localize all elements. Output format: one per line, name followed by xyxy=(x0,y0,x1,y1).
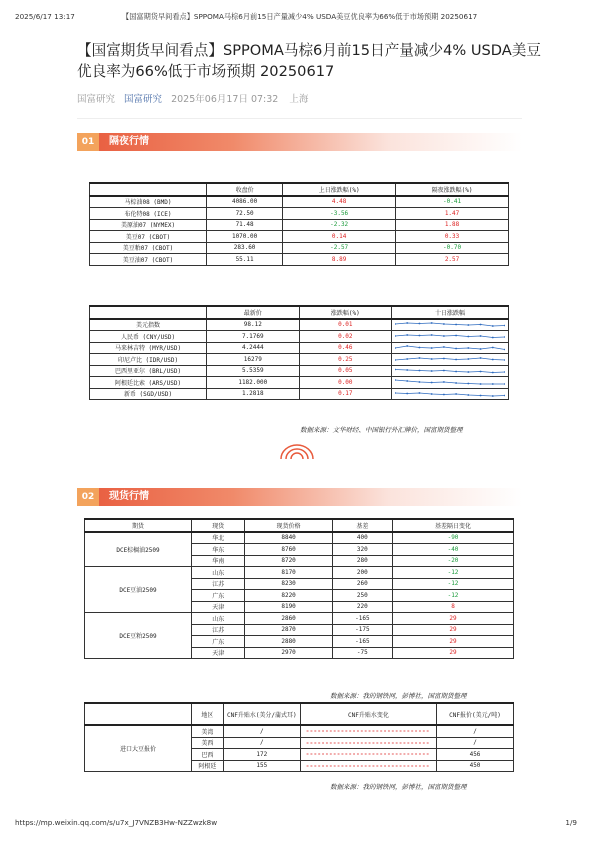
sparkline-series xyxy=(395,380,505,384)
spot-region: 广东 xyxy=(192,590,245,602)
spot-region: 山东 xyxy=(192,613,245,625)
cnf-quote: 450 xyxy=(437,760,514,772)
basis: 260 xyxy=(332,578,392,590)
sparkline-cell xyxy=(392,377,509,389)
sparkline-series xyxy=(395,393,505,396)
table-row xyxy=(90,388,509,400)
spot-region: 华东 xyxy=(192,544,245,556)
basis: -175 xyxy=(332,624,392,636)
sparkline-series xyxy=(395,369,505,372)
table-header-cell xyxy=(90,306,207,319)
section-header-spot xyxy=(77,488,522,506)
sparkline-point xyxy=(395,368,396,370)
sparkline-series xyxy=(395,346,505,350)
table-header-cell: 地区 xyxy=(192,703,224,725)
group-label: 进口大豆报价 xyxy=(85,725,192,772)
instrument-name: 美原油07 (NYMEX) xyxy=(90,219,207,231)
premium-change-chart xyxy=(300,749,436,761)
spot-region: 江苏 xyxy=(192,578,245,590)
section-header-overnight xyxy=(77,133,522,151)
print-tab-title: 【国富期货早间看点】SPPOMA马棕6月前15日产量减少4% USDA美豆优良率为66%低于市场预期 20250617 xyxy=(122,12,478,21)
sparkline-point xyxy=(455,347,457,349)
sparkline-point xyxy=(455,335,457,337)
prev-change: 8.89 xyxy=(283,254,396,266)
table-row xyxy=(85,532,514,544)
sparkline-point xyxy=(492,371,494,373)
prev-change: -2.32 xyxy=(283,219,396,231)
basis-change: -40 xyxy=(393,544,514,556)
sparkline-point xyxy=(406,380,408,382)
change-pct: 0.05 xyxy=(299,365,391,377)
sparkline-point xyxy=(467,347,469,349)
table-header-cell: 现货 xyxy=(192,519,245,532)
sparkline-point xyxy=(492,359,494,361)
table-header-cell: 隔夜涨跌幅(%) xyxy=(396,183,509,196)
currency-name: 巴西里亚尔 (BRL/USD) xyxy=(90,365,207,377)
prev-change: -3.56 xyxy=(283,208,396,220)
region: 美西 xyxy=(192,737,224,749)
sparkline-point xyxy=(492,395,494,397)
table-header-cell: 期货 xyxy=(85,519,192,532)
spot-price: 8760 xyxy=(245,544,332,556)
sparkline-series xyxy=(395,323,505,326)
sparkline-point xyxy=(480,323,482,325)
table-header-cell: 上日涨跌幅(%) xyxy=(283,183,396,196)
close-price: 71.48 xyxy=(207,219,283,231)
import-soybean-table xyxy=(84,702,514,772)
currency-name: 印尼卢比 (IDR/USD) xyxy=(90,354,207,366)
latest-price: 4.2444 xyxy=(207,342,300,354)
sparkline-point xyxy=(443,346,445,348)
sparkline-point xyxy=(480,383,482,385)
change-pct: 0.00 xyxy=(299,377,391,389)
sparkline-point xyxy=(455,393,457,395)
sparkline-point xyxy=(504,336,505,338)
divider xyxy=(77,118,522,119)
overnight-change: 1.47 xyxy=(396,208,509,220)
table-row xyxy=(90,377,509,389)
sparkline-point xyxy=(467,371,469,373)
instrument-name: 马棕油08 (BMD) xyxy=(90,196,207,208)
basis-change: -12 xyxy=(393,590,514,602)
sparkline-point xyxy=(406,345,408,347)
basis-change: -90 xyxy=(393,532,514,544)
sparkline-series xyxy=(395,358,505,360)
sparkline-point xyxy=(504,359,505,361)
sparkline-point xyxy=(431,393,433,395)
table-header-cell: 收盘价 xyxy=(207,183,283,196)
sparkline-point xyxy=(443,369,445,371)
section-number: 01 xyxy=(77,133,99,151)
spot-price: 8840 xyxy=(245,532,332,544)
overnight-futures-table xyxy=(89,182,509,266)
sparkline-point xyxy=(492,325,494,327)
sparkline xyxy=(395,389,505,399)
prev-change: -2.57 xyxy=(283,242,396,254)
sparkline-point xyxy=(504,324,505,326)
basis: 400 xyxy=(332,532,392,544)
basis: 280 xyxy=(332,555,392,567)
table-row xyxy=(90,196,509,208)
table-header-row xyxy=(85,519,514,532)
latest-price: 16279 xyxy=(207,354,300,366)
article-meta xyxy=(77,91,308,105)
sparkline-point xyxy=(492,346,494,348)
sparkline-point xyxy=(480,357,482,359)
sparkline-point xyxy=(443,335,445,337)
spot-region: 天津 xyxy=(192,647,245,659)
table-row xyxy=(90,365,509,377)
spot-price: 8170 xyxy=(245,567,332,579)
basis-change: -12 xyxy=(393,567,514,579)
futures-contract: DCE豆油2509 xyxy=(85,567,192,613)
sparkline-point xyxy=(406,334,408,336)
spot-price: 8220 xyxy=(245,590,332,602)
spot-price: 2860 xyxy=(245,613,332,625)
change-pct: 0.25 xyxy=(299,354,391,366)
sparkline-point xyxy=(395,392,396,394)
sparkline-point xyxy=(455,370,457,372)
instrument-name: 美豆粕07 (CBOT) xyxy=(90,242,207,254)
table-row xyxy=(90,319,509,331)
instrument-name: 美豆油07 (CBOT) xyxy=(90,254,207,266)
sparkline-point xyxy=(395,359,396,361)
spot-region: 江苏 xyxy=(192,624,245,636)
close-price: 283.60 xyxy=(207,242,283,254)
basis: -165 xyxy=(332,613,392,625)
spot-price: 8230 xyxy=(245,578,332,590)
instrument-name: 美豆07 (CBOT) xyxy=(90,231,207,243)
sparkline-point xyxy=(467,324,469,326)
sparkline-point xyxy=(431,382,433,384)
sparkline-point xyxy=(418,346,420,348)
spot-price: 2970 xyxy=(245,647,332,659)
close-price: 55.11 xyxy=(207,254,283,266)
section-label: 现货行情 xyxy=(109,491,149,502)
table-row xyxy=(90,354,509,366)
basis-change: 29 xyxy=(393,624,514,636)
table-header-cell: CNF升贴水变化 xyxy=(300,703,436,725)
sparkline-point xyxy=(443,323,445,325)
sparkline-point xyxy=(418,369,420,371)
basis-change: -12 xyxy=(393,578,514,590)
sparkline xyxy=(395,343,505,353)
table-header-cell: 涨跌幅(%) xyxy=(299,306,391,319)
table-header-row xyxy=(90,306,509,319)
source-note: 数据来源：我的钢铁网，彭博社，国富期货整理 xyxy=(330,692,467,700)
table-row xyxy=(90,254,509,266)
overnight-change: 0.33 xyxy=(396,231,509,243)
table-header-row xyxy=(90,183,509,196)
spot-region: 山东 xyxy=(192,567,245,579)
sparkline-point xyxy=(504,394,505,396)
sparkline xyxy=(395,366,505,376)
source-note: 数据来源：文华财经、中国银行外汇牌价，国富期货整理 xyxy=(300,426,463,434)
mini-line-chart xyxy=(304,726,433,736)
sparkline-point xyxy=(443,358,445,360)
sparkline-cell xyxy=(392,319,509,331)
prev-change: 0.14 xyxy=(283,231,396,243)
basis: -165 xyxy=(332,636,392,648)
mini-line-chart xyxy=(304,749,433,759)
sparkline-point xyxy=(395,323,396,325)
sparkline-cell xyxy=(392,331,509,343)
table-header-cell xyxy=(85,703,192,725)
table-row xyxy=(85,725,514,737)
region: 美湾 xyxy=(192,725,224,737)
sparkline-point xyxy=(504,371,505,373)
spot-region: 华南 xyxy=(192,555,245,567)
source-note: 数据来源：我的钢铁网，彭博社，国富期货整理 xyxy=(330,783,467,791)
table-row xyxy=(90,208,509,220)
table-header-cell: 现货价格 xyxy=(245,519,332,532)
basis-change: 29 xyxy=(393,647,514,659)
divider-ornament-icon xyxy=(279,444,315,460)
change-pct: 0.46 xyxy=(299,342,391,354)
overnight-change: -0.70 xyxy=(396,242,509,254)
currency-name: 人民币 (CNY/USD) xyxy=(90,331,207,343)
table-header-cell: 十日涨跌幅 xyxy=(392,306,509,319)
latest-price: 7.1769 xyxy=(207,331,300,343)
sparkline-point xyxy=(455,359,457,361)
futures-contract: DCE豆粕2509 xyxy=(85,613,192,659)
region: 阿根廷 xyxy=(192,760,224,772)
basis-change: -20 xyxy=(393,555,514,567)
sparkline xyxy=(395,320,505,330)
basis: 200 xyxy=(332,567,392,579)
section-label: 隔夜行情 xyxy=(109,136,149,147)
sparkline-point xyxy=(455,382,457,384)
change-pct: 0.02 xyxy=(299,331,391,343)
spot-region: 广东 xyxy=(192,636,245,648)
sparkline-point xyxy=(504,348,505,350)
sparkline-point xyxy=(406,392,408,394)
table-header-cell: 基差 xyxy=(332,519,392,532)
sparkline-point xyxy=(418,335,420,337)
table-row xyxy=(90,219,509,231)
mini-line-chart xyxy=(304,761,433,771)
basis-change: 29 xyxy=(393,613,514,625)
sparkline-point xyxy=(492,337,494,339)
cnf-premium: / xyxy=(223,737,300,749)
article-author: 国富研究 xyxy=(77,94,116,105)
table-row xyxy=(90,331,509,343)
mini-line-chart xyxy=(304,738,433,748)
cnf-premium: / xyxy=(223,725,300,737)
page-number: 1/9 xyxy=(565,818,577,827)
article-location: 上海 xyxy=(289,94,309,105)
table-header-cell xyxy=(90,183,207,196)
article-date: 2025年06月17日 07:32 xyxy=(171,94,279,105)
sparkline-cell xyxy=(392,365,509,377)
latest-price: 98.12 xyxy=(207,319,300,331)
sparkline-point xyxy=(418,357,420,359)
sparkline-point xyxy=(431,334,433,336)
table-header-cell: CNF报价(美元/吨) xyxy=(437,703,514,725)
sparkline-point xyxy=(431,358,433,360)
section-number: 02 xyxy=(77,488,99,506)
sparkline-cell xyxy=(392,388,509,400)
currency-name: 新币 (SGD/USD) xyxy=(90,388,207,400)
close-price: 72.50 xyxy=(207,208,283,220)
sparkline-point xyxy=(418,381,420,383)
table-row xyxy=(90,231,509,243)
close-price: 4086.00 xyxy=(207,196,283,208)
sparkline-point xyxy=(418,322,420,324)
change-pct: 0.17 xyxy=(299,388,391,400)
spot-basis-table xyxy=(84,518,514,659)
latest-price: 1.2818 xyxy=(207,388,300,400)
instrument-name: 布伦特08 (ICE) xyxy=(90,208,207,220)
sparkline-point xyxy=(443,393,445,395)
latest-price: 1182.000 xyxy=(207,377,300,389)
overnight-change: -0.41 xyxy=(396,196,509,208)
fx-table xyxy=(89,305,509,400)
prev-change: 4.48 xyxy=(283,196,396,208)
spot-region: 华北 xyxy=(192,532,245,544)
spot-price: 2870 xyxy=(245,624,332,636)
spot-price: 8720 xyxy=(245,555,332,567)
basis: 250 xyxy=(332,590,392,602)
table-row xyxy=(85,613,514,625)
account-link[interactable]: 国富研究 xyxy=(124,94,163,105)
sparkline-point xyxy=(455,323,457,325)
table-row xyxy=(90,342,509,354)
premium-change-chart xyxy=(300,725,436,737)
basis-change: 29 xyxy=(393,636,514,648)
print-url: https://mp.weixin.qq.com/s/u7x_J7VNZB3Hw-NZZwzk8w xyxy=(15,818,218,827)
print-datetime: 2025/6/17 13:17 xyxy=(15,12,75,21)
cnf-quote: / xyxy=(437,725,514,737)
sparkline-point xyxy=(395,347,396,349)
sparkline-point xyxy=(431,370,433,372)
table-row xyxy=(85,567,514,579)
currency-name: 美元指数 xyxy=(90,319,207,331)
currency-name: 阿根廷比索 (ARS/USD) xyxy=(90,377,207,389)
sparkline xyxy=(395,354,505,364)
sparkline-point xyxy=(480,394,482,396)
sparkline-point xyxy=(431,322,433,324)
sparkline-point xyxy=(480,348,482,350)
table-header-row xyxy=(85,703,514,725)
sparkline-point xyxy=(480,370,482,372)
sparkline-point xyxy=(480,335,482,337)
cnf-quote: 456 xyxy=(437,749,514,761)
basis-change: 8 xyxy=(393,601,514,613)
spot-region: 天津 xyxy=(192,601,245,613)
premium-change-chart xyxy=(300,737,436,749)
change-pct: 0.01 xyxy=(299,319,391,331)
futures-contract: DCE棕榈油2509 xyxy=(85,532,192,567)
latest-price: 5.5359 xyxy=(207,365,300,377)
table-header-cell: 最新价 xyxy=(207,306,300,319)
sparkline-point xyxy=(406,322,408,324)
sparkline-point xyxy=(443,381,445,383)
sparkline-point xyxy=(418,392,420,394)
sparkline-cell xyxy=(392,354,509,366)
spot-price: 8190 xyxy=(245,601,332,613)
sparkline-point xyxy=(467,336,469,338)
overnight-change: 2.57 xyxy=(396,254,509,266)
sparkline-point xyxy=(431,347,433,349)
sparkline xyxy=(395,331,505,341)
sparkline-point xyxy=(467,358,469,360)
table-row xyxy=(90,242,509,254)
overnight-change: 1.88 xyxy=(396,219,509,231)
cnf-premium: 172 xyxy=(223,749,300,761)
basis: 320 xyxy=(332,544,392,556)
table-header-cell: 基差隔日变化 xyxy=(393,519,514,532)
sparkline-point xyxy=(467,383,469,385)
cnf-premium: 155 xyxy=(223,760,300,772)
spot-price: 2880 xyxy=(245,636,332,648)
sparkline-series xyxy=(395,335,505,338)
sparkline-point xyxy=(406,358,408,360)
table-header-cell: CNF升贴水(美分/蒲式耳) xyxy=(223,703,300,725)
currency-name: 马来林吉特 (MYR/USD) xyxy=(90,342,207,354)
sparkline-point xyxy=(406,369,408,371)
sparkline-point xyxy=(504,383,505,385)
article-title: 【国富期货早间看点】SPPOMA马棕6月前15日产量减少4% USDA美豆优良率为66%低于市场预期 20250617 xyxy=(77,42,541,80)
sparkline-point xyxy=(492,383,494,385)
sparkline-point xyxy=(395,379,396,381)
sparkline xyxy=(395,377,505,387)
sparkline-cell xyxy=(392,342,509,354)
sparkline-point xyxy=(395,335,396,337)
basis: 220 xyxy=(332,601,392,613)
basis: -75 xyxy=(332,647,392,659)
sparkline-point xyxy=(467,394,469,396)
close-price: 1070.00 xyxy=(207,231,283,243)
region: 巴西 xyxy=(192,749,224,761)
premium-change-chart xyxy=(300,760,436,772)
cnf-quote: / xyxy=(437,737,514,749)
